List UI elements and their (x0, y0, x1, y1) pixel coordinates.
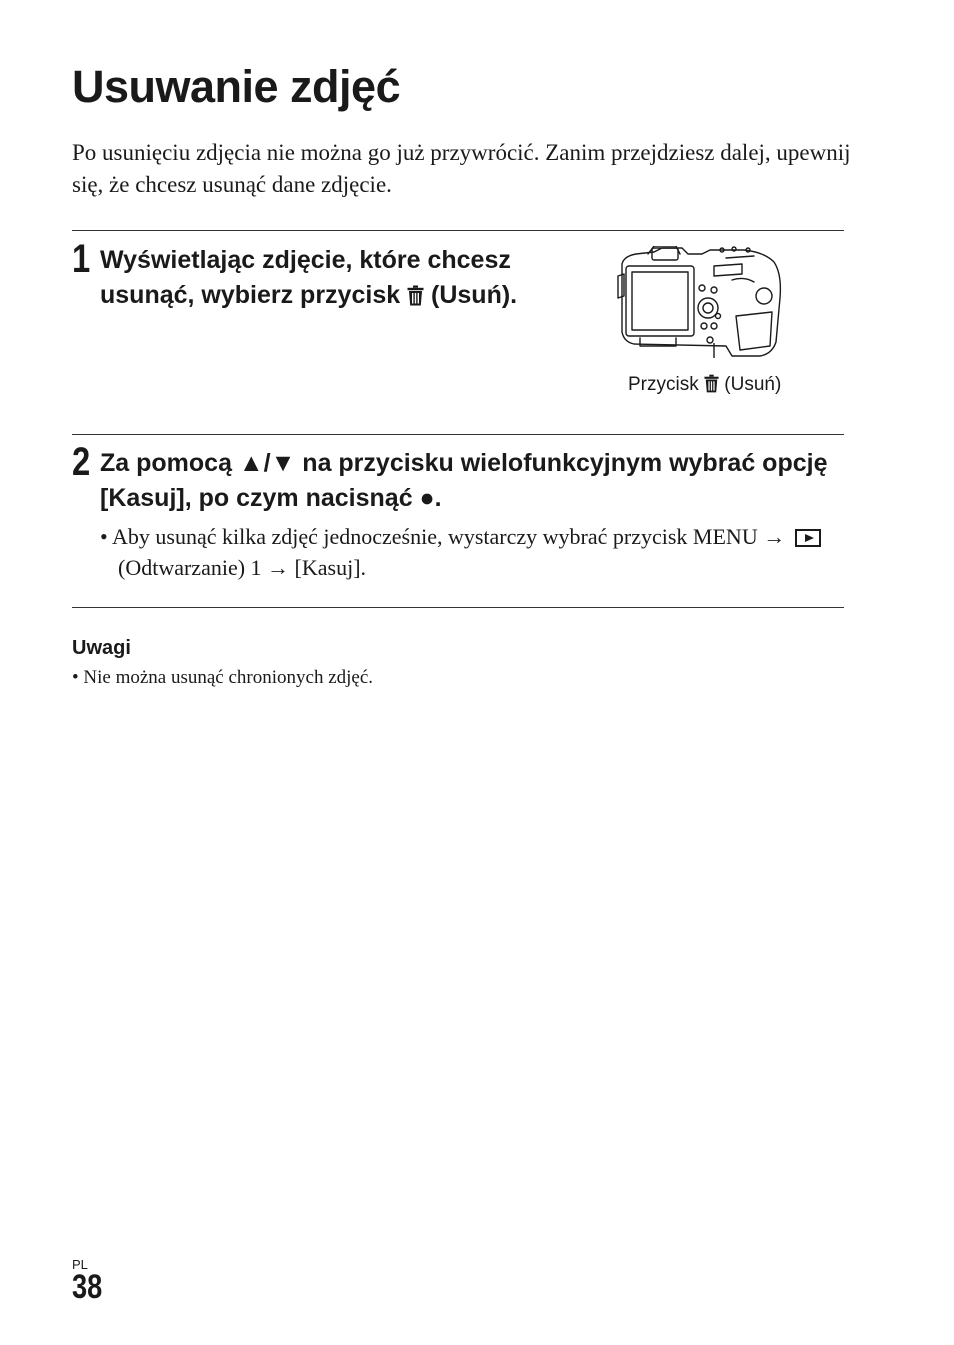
camera-caption-b: (Usuń) (719, 374, 782, 395)
page-title: Usuwanie zdjęć (72, 61, 401, 112)
step-2-text: Za pomocą ▲/▼ na przycisku wielofunkcyjnym wybrać opcję [Kasuj], po czym nacisnąć ●. (100, 449, 828, 512)
section-divider-bottom (72, 607, 844, 608)
intro-paragraph: Po usunięciu zdjęcia nie można go już przywrócić. Zanim przejdziesz dalej, upewnij się, że chcesz usunąć dane zdjęcie. (72, 140, 851, 197)
step-2-bullet (100, 521, 838, 583)
step-2-bullet-a: • Aby usunąć kilka zdjęć jednocześnie, wystarczy wybrać przycisk MENU → (100, 524, 791, 549)
step-1-text-a: Wyświetlając zdjęcie, które chcesz usunąć, wybierz przycisk (100, 246, 511, 309)
language-code: PL (72, 1257, 88, 1272)
step-2-number: 2 (72, 440, 91, 484)
step-1-text (100, 243, 520, 313)
playback-icon (795, 529, 821, 547)
camera-caption (628, 372, 781, 398)
notes-heading: Uwagi (72, 637, 131, 659)
step-2-bullet-b: (Odtwarzanie) 1 → [Kasuj]. (118, 555, 367, 580)
section-divider-top (72, 230, 844, 231)
notes-item: • Nie można usunąć chronionych zdjęć. (72, 667, 374, 688)
page-number: 38 (72, 1268, 103, 1306)
section-divider-middle (72, 434, 844, 435)
step-1-number: 1 (72, 237, 91, 281)
camera-illustration (614, 246, 784, 358)
step-1-text-b: (Usuń). (424, 281, 518, 309)
trash-icon-caption (704, 374, 719, 393)
camera-caption-a: Przycisk (628, 374, 704, 395)
trash-icon (407, 285, 424, 306)
